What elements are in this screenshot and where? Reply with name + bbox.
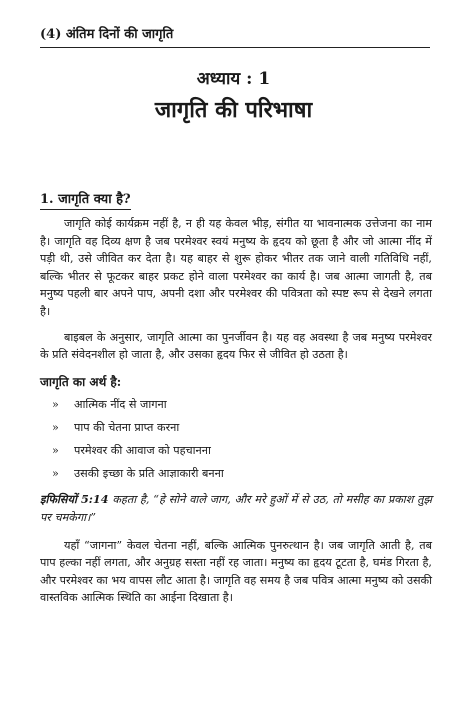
body-paragraph: यहाँ “जागना” केवल चेतना नहीं, बल्कि आत्मिक पुनरुत्थान है। जब जागृति आती है, तब पाप हल्का नहीं लगता, और अनुग्रह सस्ता नहीं रह जाता। मनुष्य का हृदय टूटता है, घमंड गिरता है, और परमेश्वर का भय वापस लौट आता है। जागृति वह समय है जब पवित्र आत्मा मनुष्य को उसकी वास्तविक आत्मिक स्थिति का आईना दिखाता है।	[40, 538, 432, 605]
meaning-heading: जागृति का अर्थ है:	[40, 374, 122, 389]
scripture-says: कहता है,	[112, 493, 150, 507]
chapter-title: जागृति की परिभाषा	[154, 97, 313, 123]
scripture-quote	[40, 491, 432, 526]
list-item-text: आत्मिक नींद से जागना	[74, 398, 167, 412]
list-item	[40, 462, 432, 485]
body-paragraph: जागृति कोई कार्यक्रम नहीं है, न ही यह केवल भीड़, संगीत या भावनात्मक उत्तेजना का नाम है। जागृति वह दिव्य क्षण है जब परमेश्वर स्वयं मनुष्य के हृदय को छूता है और जो आत्मा नींद में पड़ी थी, उसे जीवित कर देता है। यह बाहर से शुरू होकर भीतर तक जाने वाली गतिविधि नहीं, बल्कि भीतर से फूटकर बाहर प्रकट होने वाला परमेश्वर का कार्य है। जब आत्मा जागती है, तब मनुष्य पहली बार अपने पाप, अपनी दशा और परमेश्वर की पवित्रता को स्पष्ट रूप से देखने लगता है।	[40, 217, 432, 318]
list-item	[40, 393, 432, 416]
section-body	[40, 215, 432, 615]
scripture-text: “हे सोने वाले जाग, और मरे हुओं में से उठ, तो मसीह का प्रकाश तुझ पर चमकेगा।”	[40, 493, 432, 524]
chevron-right-double-icon: »	[52, 444, 59, 458]
section-heading: 1. जागृति क्या है?	[40, 191, 131, 210]
chapter-number: अध्याय : 1	[196, 69, 271, 89]
list-item-text: उसकी इच्छा के प्रति आज्ञाकारी बनना	[74, 467, 224, 481]
list-item-text: परमेश्वर की आवाज को पहचानना	[74, 444, 211, 458]
chevron-right-double-icon: »	[52, 398, 59, 412]
list-item	[40, 416, 432, 439]
chevron-right-double-icon: »	[52, 467, 59, 481]
list-item-text: पाप की चेतना प्राप्त करना	[74, 421, 180, 435]
scripture-reference: इफिसियों 5:14	[40, 492, 109, 507]
meaning-list	[40, 393, 432, 485]
list-item	[40, 439, 432, 462]
chevron-right-double-icon: »	[52, 421, 59, 435]
body-paragraph: बाइबल के अनुसार, जागृति आत्मा का पुनर्जीवन है। यह वह अवस्था है जब मनुष्य परमेश्वर के प्रति संवेदनशील हो जाता है, और उसका हृदय फिर से जीवित हो उठता है।	[40, 330, 432, 362]
running-header: (4) अंतिम दिनों की जागृति	[40, 27, 430, 48]
